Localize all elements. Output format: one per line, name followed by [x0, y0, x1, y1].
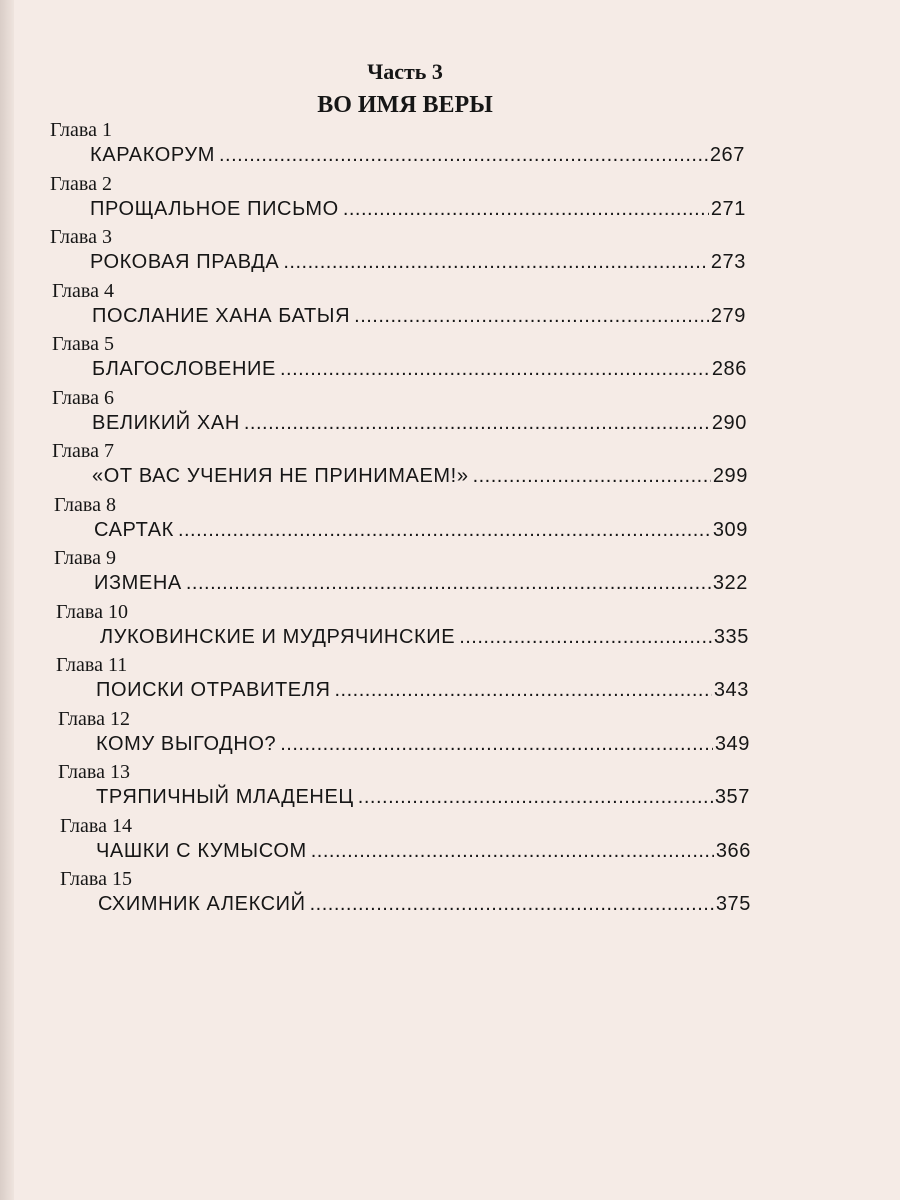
- dot-leader: [280, 731, 713, 757]
- chapter-label: Глава 9: [54, 547, 116, 569]
- toc-line: [92, 303, 746, 329]
- toc-line: [100, 624, 749, 650]
- toc-entry: [0, 653, 900, 707]
- chapter-title: СХИМНИК АЛЕКСИЙ: [98, 893, 306, 915]
- chapter-title: ЛУКОВИНСКИЕ И МУДРЯЧИНСКИЕ: [100, 625, 456, 648]
- page-number: 375: [715, 893, 751, 915]
- chapter-title: ВЕЛИКИЙ ХАН: [92, 411, 240, 434]
- chapter-label: Глава 8: [54, 493, 116, 516]
- chapter-title: ЧАШКИ С КУМЫСОМ: [96, 839, 307, 862]
- toc-entry: [0, 493, 900, 547]
- chapter-label: Глава 2: [50, 172, 112, 195]
- chapter-label: Глава 7: [52, 440, 114, 462]
- page-number: 343: [713, 679, 749, 701]
- part-title: ВО ИМЯ ВЕРЫ: [317, 92, 493, 118]
- chapter-title: РОКОВАЯ ПРАВДА: [90, 251, 280, 273]
- chapter-title: САРТАК: [94, 518, 174, 541]
- chapter-title: ТРЯПИЧНЫЙ МЛАДЕНЕЦ: [96, 786, 354, 808]
- toc-entry: [0, 332, 900, 386]
- chapter-label: Глава 12: [58, 707, 130, 730]
- toc-line: [92, 463, 748, 489]
- toc-entry: [0, 707, 900, 761]
- dot-leader: [358, 784, 713, 810]
- toc-line: [90, 249, 746, 275]
- page-number: 309: [712, 518, 748, 541]
- chapter-label: Глава 1: [50, 119, 112, 141]
- dot-leader: [219, 142, 708, 168]
- page-number: 335: [713, 625, 749, 648]
- toc-entry: [0, 867, 900, 921]
- dot-leader: [473, 463, 711, 489]
- page-number: 322: [712, 572, 748, 594]
- page-number: 290: [711, 411, 747, 434]
- chapter-label: Глава 4: [52, 279, 114, 302]
- toc-entry: [0, 814, 900, 868]
- chapter-title: КАРАКОРУМ: [90, 144, 215, 166]
- toc-line: [94, 570, 748, 596]
- chapter-label: Глава 6: [52, 386, 114, 409]
- page-number: 279: [710, 304, 746, 327]
- chapter-title: КОМУ ВЫГОДНО?: [96, 732, 277, 755]
- toc-entry: [0, 279, 900, 333]
- page-number: 273: [710, 251, 746, 273]
- toc-line: [94, 517, 748, 543]
- page-number: 286: [711, 358, 747, 380]
- toc-entry: [0, 118, 900, 172]
- dot-leader: [343, 196, 709, 222]
- chapter-title: «ОТ ВАС УЧЕНИЯ НЕ ПРИНИМАЕМ!»: [92, 465, 469, 487]
- part-header: [0, 58, 810, 122]
- toc-line: [90, 196, 746, 222]
- toc-line: [96, 731, 750, 757]
- chapter-label: Глава 3: [50, 226, 112, 248]
- toc-entry: [0, 546, 900, 600]
- page-number: 271: [710, 197, 746, 220]
- page-number: 357: [714, 786, 750, 808]
- dot-leader: [178, 517, 711, 543]
- dot-leader: [244, 410, 710, 436]
- chapter-label: Глава 15: [60, 868, 132, 890]
- page-number: 267: [709, 144, 745, 166]
- page-number: 366: [715, 839, 751, 862]
- toc-entry: [0, 225, 900, 279]
- chapter-title: ИЗМЕНА: [94, 572, 182, 594]
- toc-line: [92, 356, 747, 382]
- chapter-label: Глава 11: [56, 654, 128, 676]
- toc-line: [96, 677, 749, 703]
- dot-leader: [311, 838, 714, 864]
- page-number: 299: [712, 465, 748, 487]
- chapter-title: ПОИСКИ ОТРАВИТЕЛЯ: [96, 679, 331, 701]
- toc-entry: [0, 386, 900, 440]
- dot-leader: [310, 891, 714, 917]
- toc-line: [96, 784, 750, 810]
- chapter-label: Глава 14: [60, 814, 132, 837]
- toc-entry: [0, 439, 900, 493]
- toc-line: [90, 142, 745, 168]
- dot-leader: [459, 624, 712, 650]
- page-number: 349: [714, 732, 750, 755]
- toc-line: [98, 891, 751, 917]
- part-number: Часть 3: [367, 59, 443, 84]
- toc-line: [92, 410, 747, 436]
- table-of-contents: [0, 118, 900, 921]
- chapter-label: Глава 10: [56, 600, 128, 623]
- chapter-label: Глава 5: [52, 333, 114, 355]
- toc-entry: [0, 600, 900, 654]
- chapter-label: Глава 13: [58, 761, 130, 783]
- dot-leader: [280, 356, 710, 382]
- dot-leader: [354, 303, 709, 329]
- chapter-title: ПРОЩАЛЬНОЕ ПИСЬМО: [90, 197, 339, 220]
- dot-leader: [335, 677, 712, 703]
- toc-entry: [0, 172, 900, 226]
- dot-leader: [186, 570, 711, 596]
- toc-entry: [0, 760, 900, 814]
- dot-leader: [283, 249, 708, 275]
- chapter-title: БЛАГОСЛОВЕНИЕ: [92, 358, 276, 380]
- chapter-title: ПОСЛАНИЕ ХАНА БАТЫЯ: [92, 304, 351, 327]
- toc-line: [96, 838, 751, 864]
